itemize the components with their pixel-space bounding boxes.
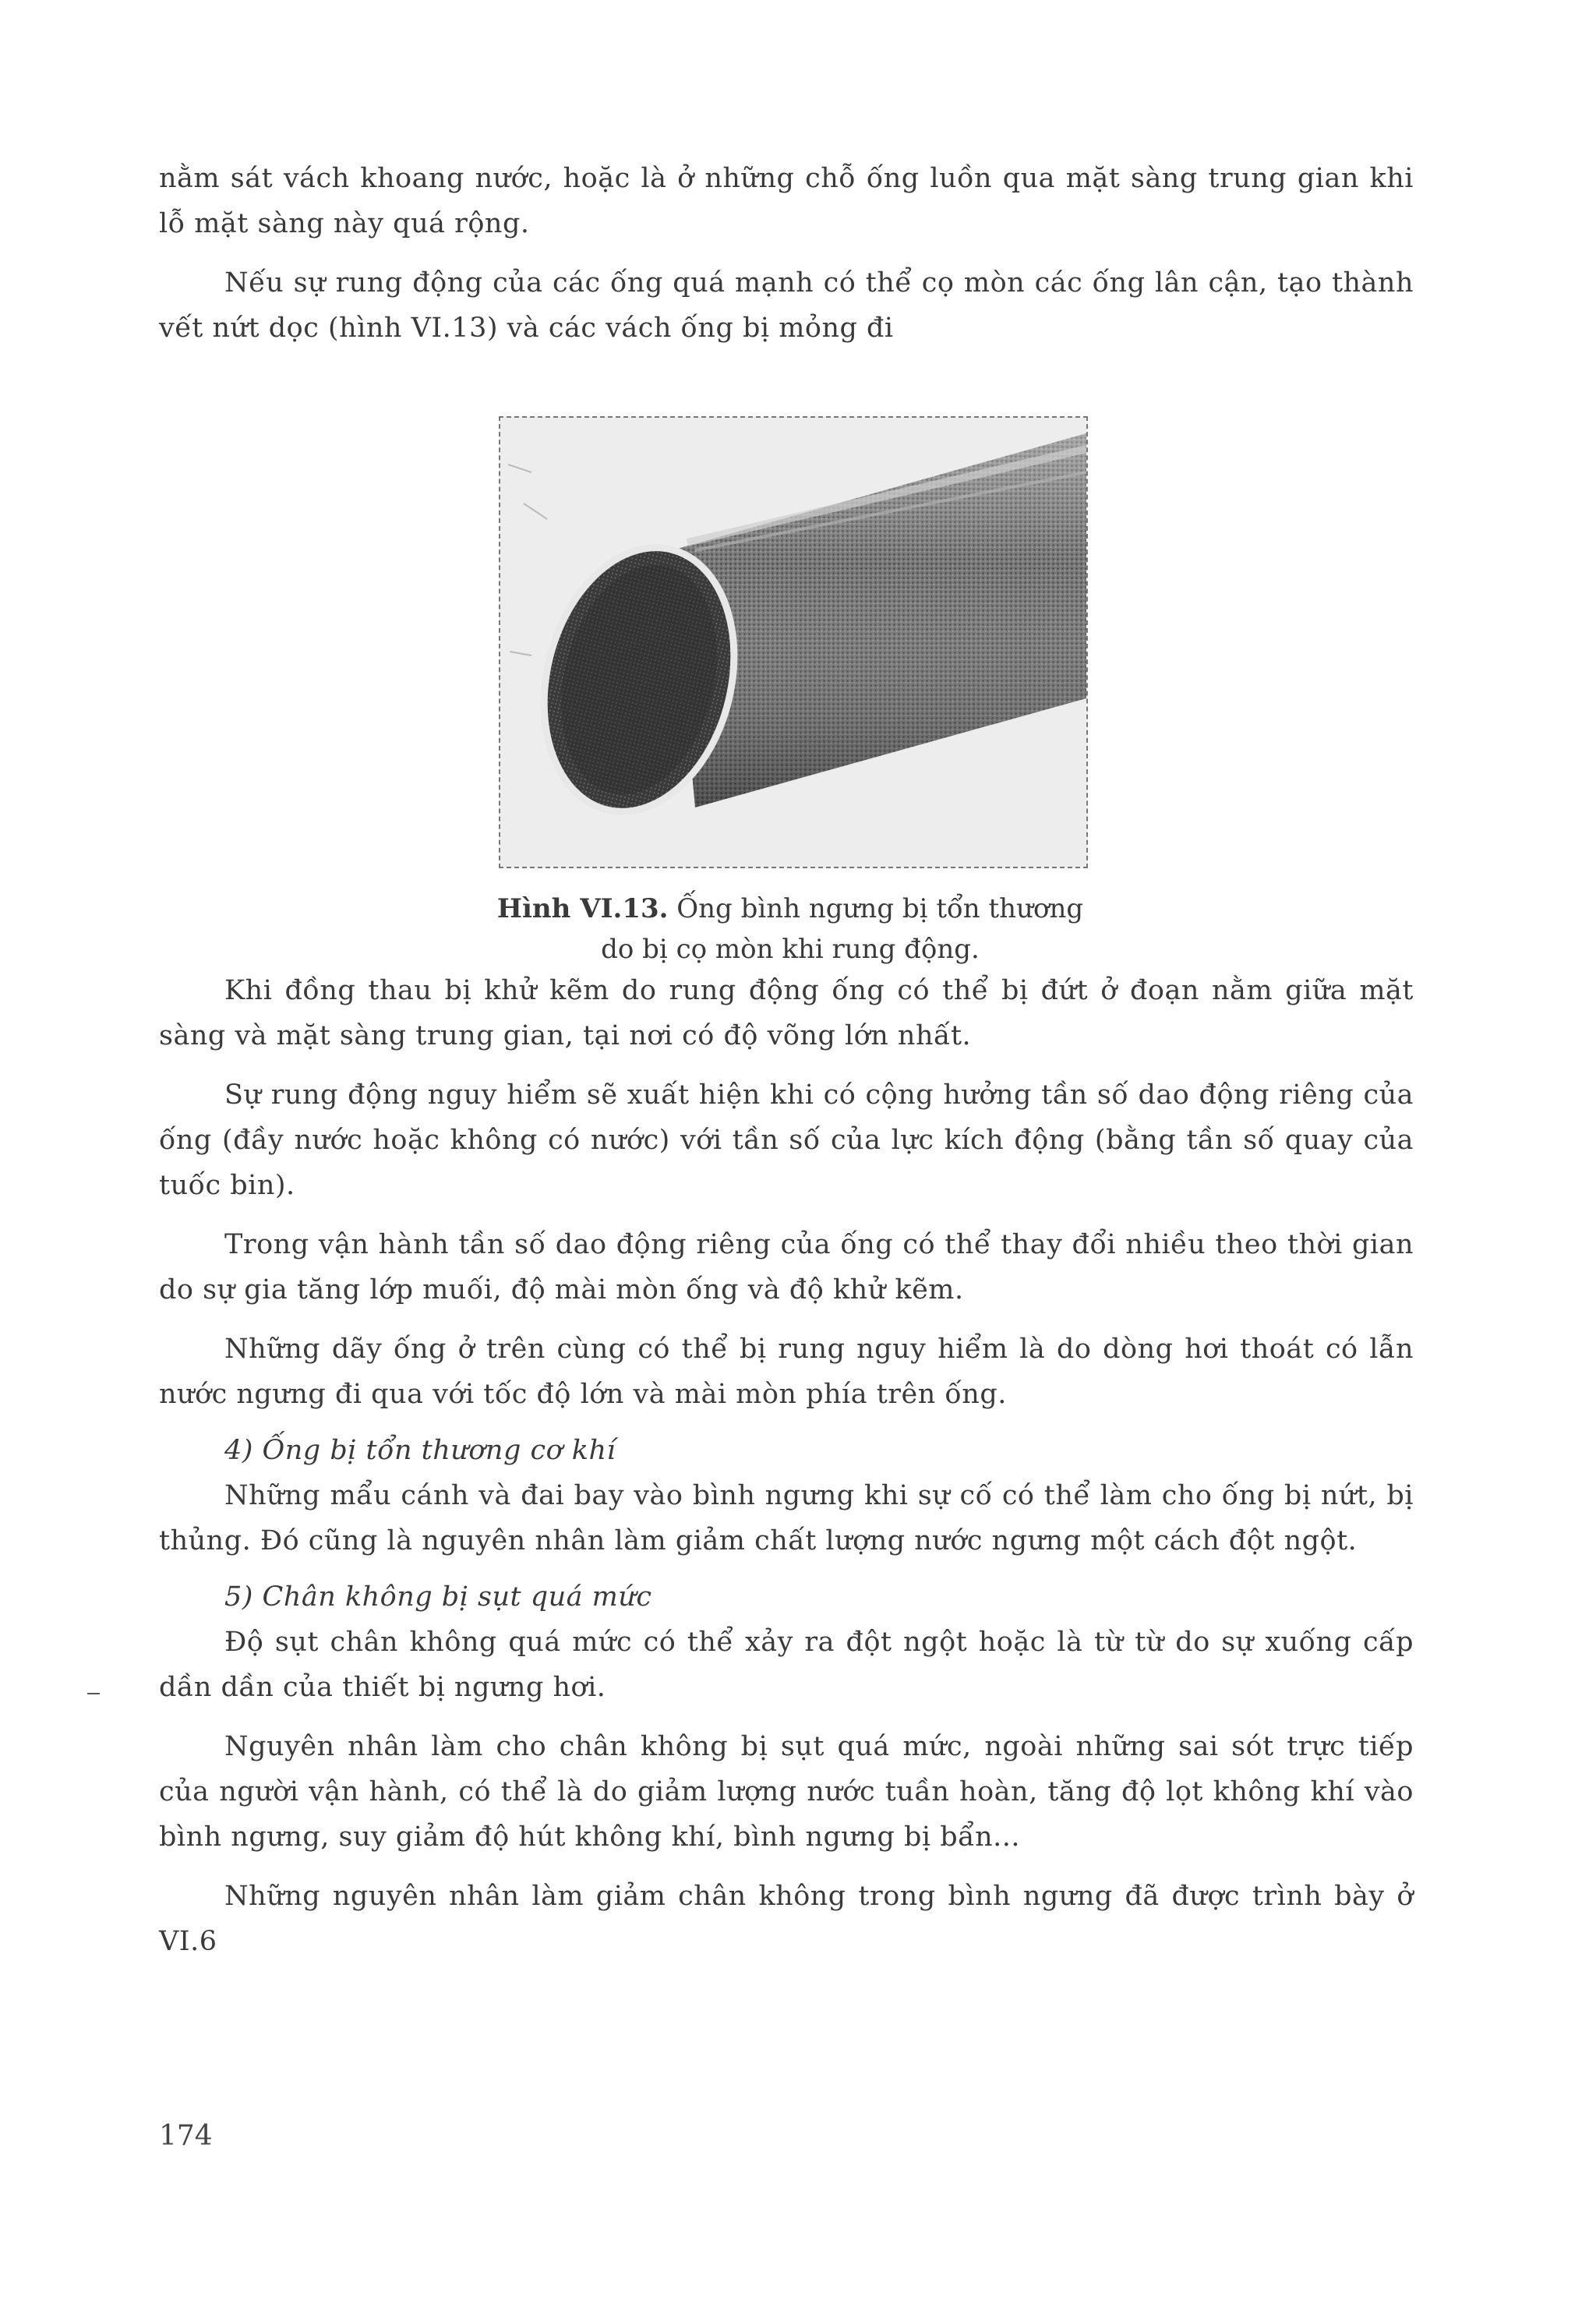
page-number: 174 — [159, 2120, 213, 2152]
paragraph-8: Độ sụt chân không quá mức có thể xảy ra đột ngột hoặc là từ từ do sự xuống cấp dần dần của thiết bị ngưng hơi. — [159, 1627, 1414, 1703]
figure-caption-text: Ống bình ngưng bị tổn thương do bị cọ mòn khi rung động. — [601, 893, 1084, 965]
paragraph-9: Nguyên nhân làm cho chân không bị sụt quá mức, ngoài những sai sót trực tiếp của người vận hành, có thể là do giảm lượng nước tuần hoàn, tăng độ lọt không khí vào bình ngưng, suy giảm độ hút không khí, bình ngưng bị bẩn... — [159, 1731, 1414, 1853]
figure-label: Hình VI.13. — [496, 893, 669, 924]
paragraph-7: Những mẩu cánh và đai bay vào bình ngưng khi sự cố có thể làm cho ống bị nứt, bị thủng. Đó cũng là nguyên nhân làm giảm chất lượng nước ngưng một cách đột ngột. — [159, 1480, 1414, 1556]
section-heading-5: 5) Chân không bị sụt quá mức — [224, 1581, 652, 1613]
paragraph-4: Sự rung động nguy hiểm sẽ xuất hiện khi có cộng hưởng tần số dao động riêng của ống (đầy nước hoặc không có nước) với tần số của lực kích động (bằng tần số quay của tuốc bin). — [159, 1079, 1414, 1201]
paragraph-5: Trong vận hành tần số dao động riêng của ống có thể thay đổi nhiều theo thời gian do sự gia tăng lớp muối, độ mài mòn ống và độ khử kẽm. — [159, 1229, 1414, 1305]
paragraph-2: Nếu sự rung động của các ống quá mạnh có thể cọ mòn các ống lân cận, tạo thành vết nứt dọc (hình VI.13) và các vách ống bị mỏng đi — [159, 267, 1414, 344]
paragraph-1: nằm sát vách khoang nước, hoặc là ở những chỗ ống luồn qua mặt sàng trung gian khi lỗ mặt sàng này quá rộng. — [159, 163, 1414, 239]
margin-mark — [87, 1693, 100, 1694]
damaged-tube-illustration — [500, 418, 1086, 867]
tube-photo — [499, 416, 1088, 868]
figure-caption — [486, 889, 1094, 970]
section-heading-4: 4) Ống bị tổn thương cơ khí — [224, 1435, 616, 1466]
paragraph-6: Những dãy ống ở trên cùng có thể bị rung nguy hiểm là do dòng hơi thoát có lẫn nước ngưng đi qua với tốc độ lớn và mài mòn phía trên ống. — [159, 1334, 1414, 1410]
paragraph-3: Khi đồng thau bị khử kẽm do rung động ống có thể bị đứt ở đoạn nằm giữa mặt sàng và mặt sàng trung gian, tại nơi có độ võng lớn nhất. — [159, 975, 1414, 1051]
figure-vi-13 — [159, 360, 1414, 968]
page-content — [159, 156, 1414, 1964]
paragraph-10: Những nguyên nhân làm giảm chân không trong bình ngưng đã được trình bày ở VI.6 — [159, 1881, 1414, 1957]
